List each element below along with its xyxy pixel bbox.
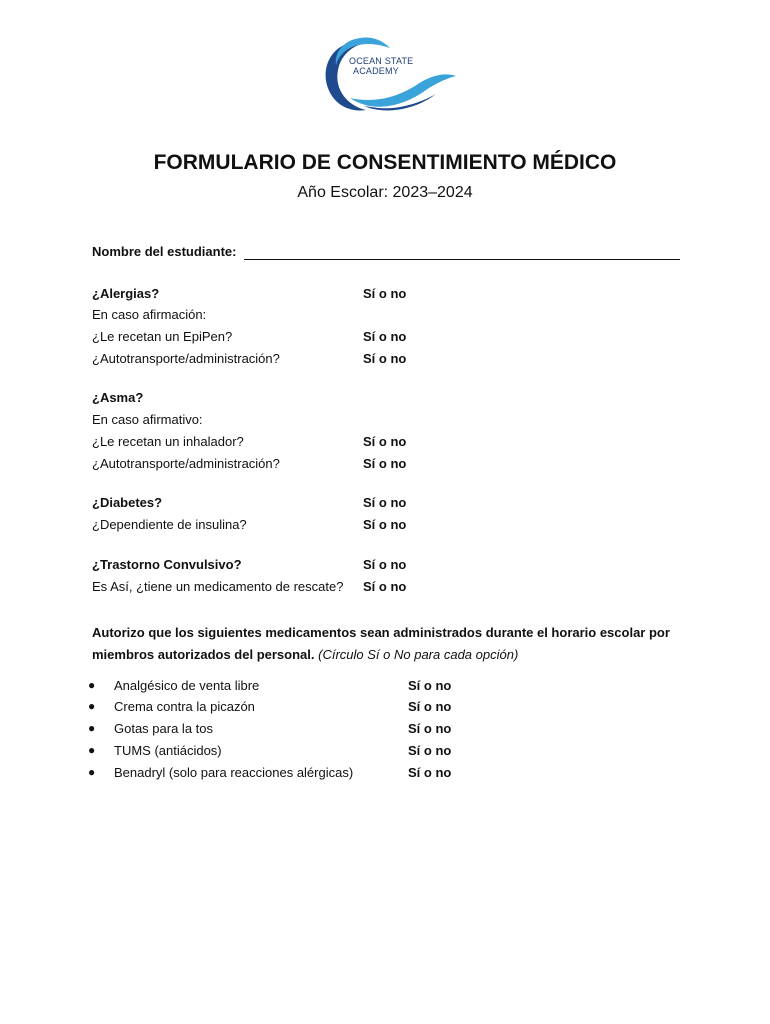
school-year: Año Escolar: 2023–2024 bbox=[297, 184, 473, 201]
logo-wordmark bbox=[349, 56, 413, 76]
insulin-question: ¿Dependiente de insulina? bbox=[92, 517, 247, 532]
authorization-statement bbox=[92, 622, 692, 666]
authorization-instruction: (Círculo Sí o No para cada opción) bbox=[318, 647, 519, 662]
epipen-answer[interactable]: Sí o no bbox=[363, 329, 407, 344]
bullet-icon: ● bbox=[88, 765, 96, 779]
bullet-icon: ● bbox=[88, 678, 96, 692]
logo-text-line1: OCEAN STATE bbox=[349, 56, 414, 66]
asthma-self-carry-question: ¿Autotransporte/administración? bbox=[92, 456, 280, 471]
medication-item: Gotas para la tos bbox=[114, 721, 213, 736]
medication-item: Crema contra la picazón bbox=[114, 699, 255, 714]
asthma-if-yes: En caso afirmativo: bbox=[92, 412, 203, 427]
bullet-icon: ● bbox=[88, 743, 96, 757]
medication-answer[interactable]: Sí o no bbox=[408, 721, 452, 736]
epipen-question: ¿Le recetan un EpiPen? bbox=[92, 329, 233, 344]
medication-answer[interactable]: Sí o no bbox=[408, 678, 452, 693]
asthma-question: ¿Asma? bbox=[92, 390, 144, 405]
medication-item: TUMS (antiácidos) bbox=[114, 743, 222, 758]
inhaler-question: ¿Le recetan un inhalador? bbox=[92, 434, 244, 449]
medication-answer[interactable]: Sí o no bbox=[408, 699, 452, 714]
asthma-self-carry-answer[interactable]: Sí o no bbox=[363, 456, 407, 471]
form-title: FORMULARIO DE CONSENTIMIENTO MÉDICO bbox=[153, 151, 617, 174]
bullet-icon: ● bbox=[88, 721, 96, 735]
allergies-answer[interactable]: Sí o no bbox=[363, 286, 407, 301]
diabetes-question: ¿Diabetes? bbox=[92, 495, 163, 510]
student-name-field[interactable] bbox=[244, 259, 680, 260]
medication-answer[interactable]: Sí o no bbox=[408, 765, 452, 780]
insulin-answer[interactable]: Sí o no bbox=[363, 517, 407, 532]
authorization-text: Autorizo que los siguientes medicamentos sean administrados durante el horario escolar por miembros autorizados del personal. bbox=[92, 625, 670, 662]
allergies-self-carry-answer[interactable]: Sí o no bbox=[363, 351, 407, 366]
diabetes-answer[interactable]: Sí o no bbox=[363, 495, 407, 510]
allergies-if-yes: En caso afirmación: bbox=[92, 307, 207, 322]
student-name-label: Nombre del estudiante: bbox=[92, 244, 237, 259]
medication-answer[interactable]: Sí o no bbox=[408, 743, 452, 758]
bullet-icon: ● bbox=[88, 699, 96, 713]
logo-text-line2: ACADEMY bbox=[353, 66, 399, 76]
allergies-question: ¿Alergias? bbox=[92, 286, 160, 301]
medication-item: Benadryl (solo para reacciones alérgicas) bbox=[114, 765, 354, 780]
medication-item: Analgésico de venta libre bbox=[114, 678, 260, 693]
seizure-answer[interactable]: Sí o no bbox=[363, 557, 407, 572]
rescue-med-question: Es Así, ¿tiene un medicamento de rescate? bbox=[92, 579, 344, 594]
seizure-question: ¿Trastorno Convulsivo? bbox=[92, 557, 242, 572]
allergies-self-carry-question: ¿Autotransporte/administración? bbox=[92, 351, 280, 366]
rescue-med-answer[interactable]: Sí o no bbox=[363, 579, 407, 594]
inhaler-answer[interactable]: Sí o no bbox=[363, 434, 407, 449]
